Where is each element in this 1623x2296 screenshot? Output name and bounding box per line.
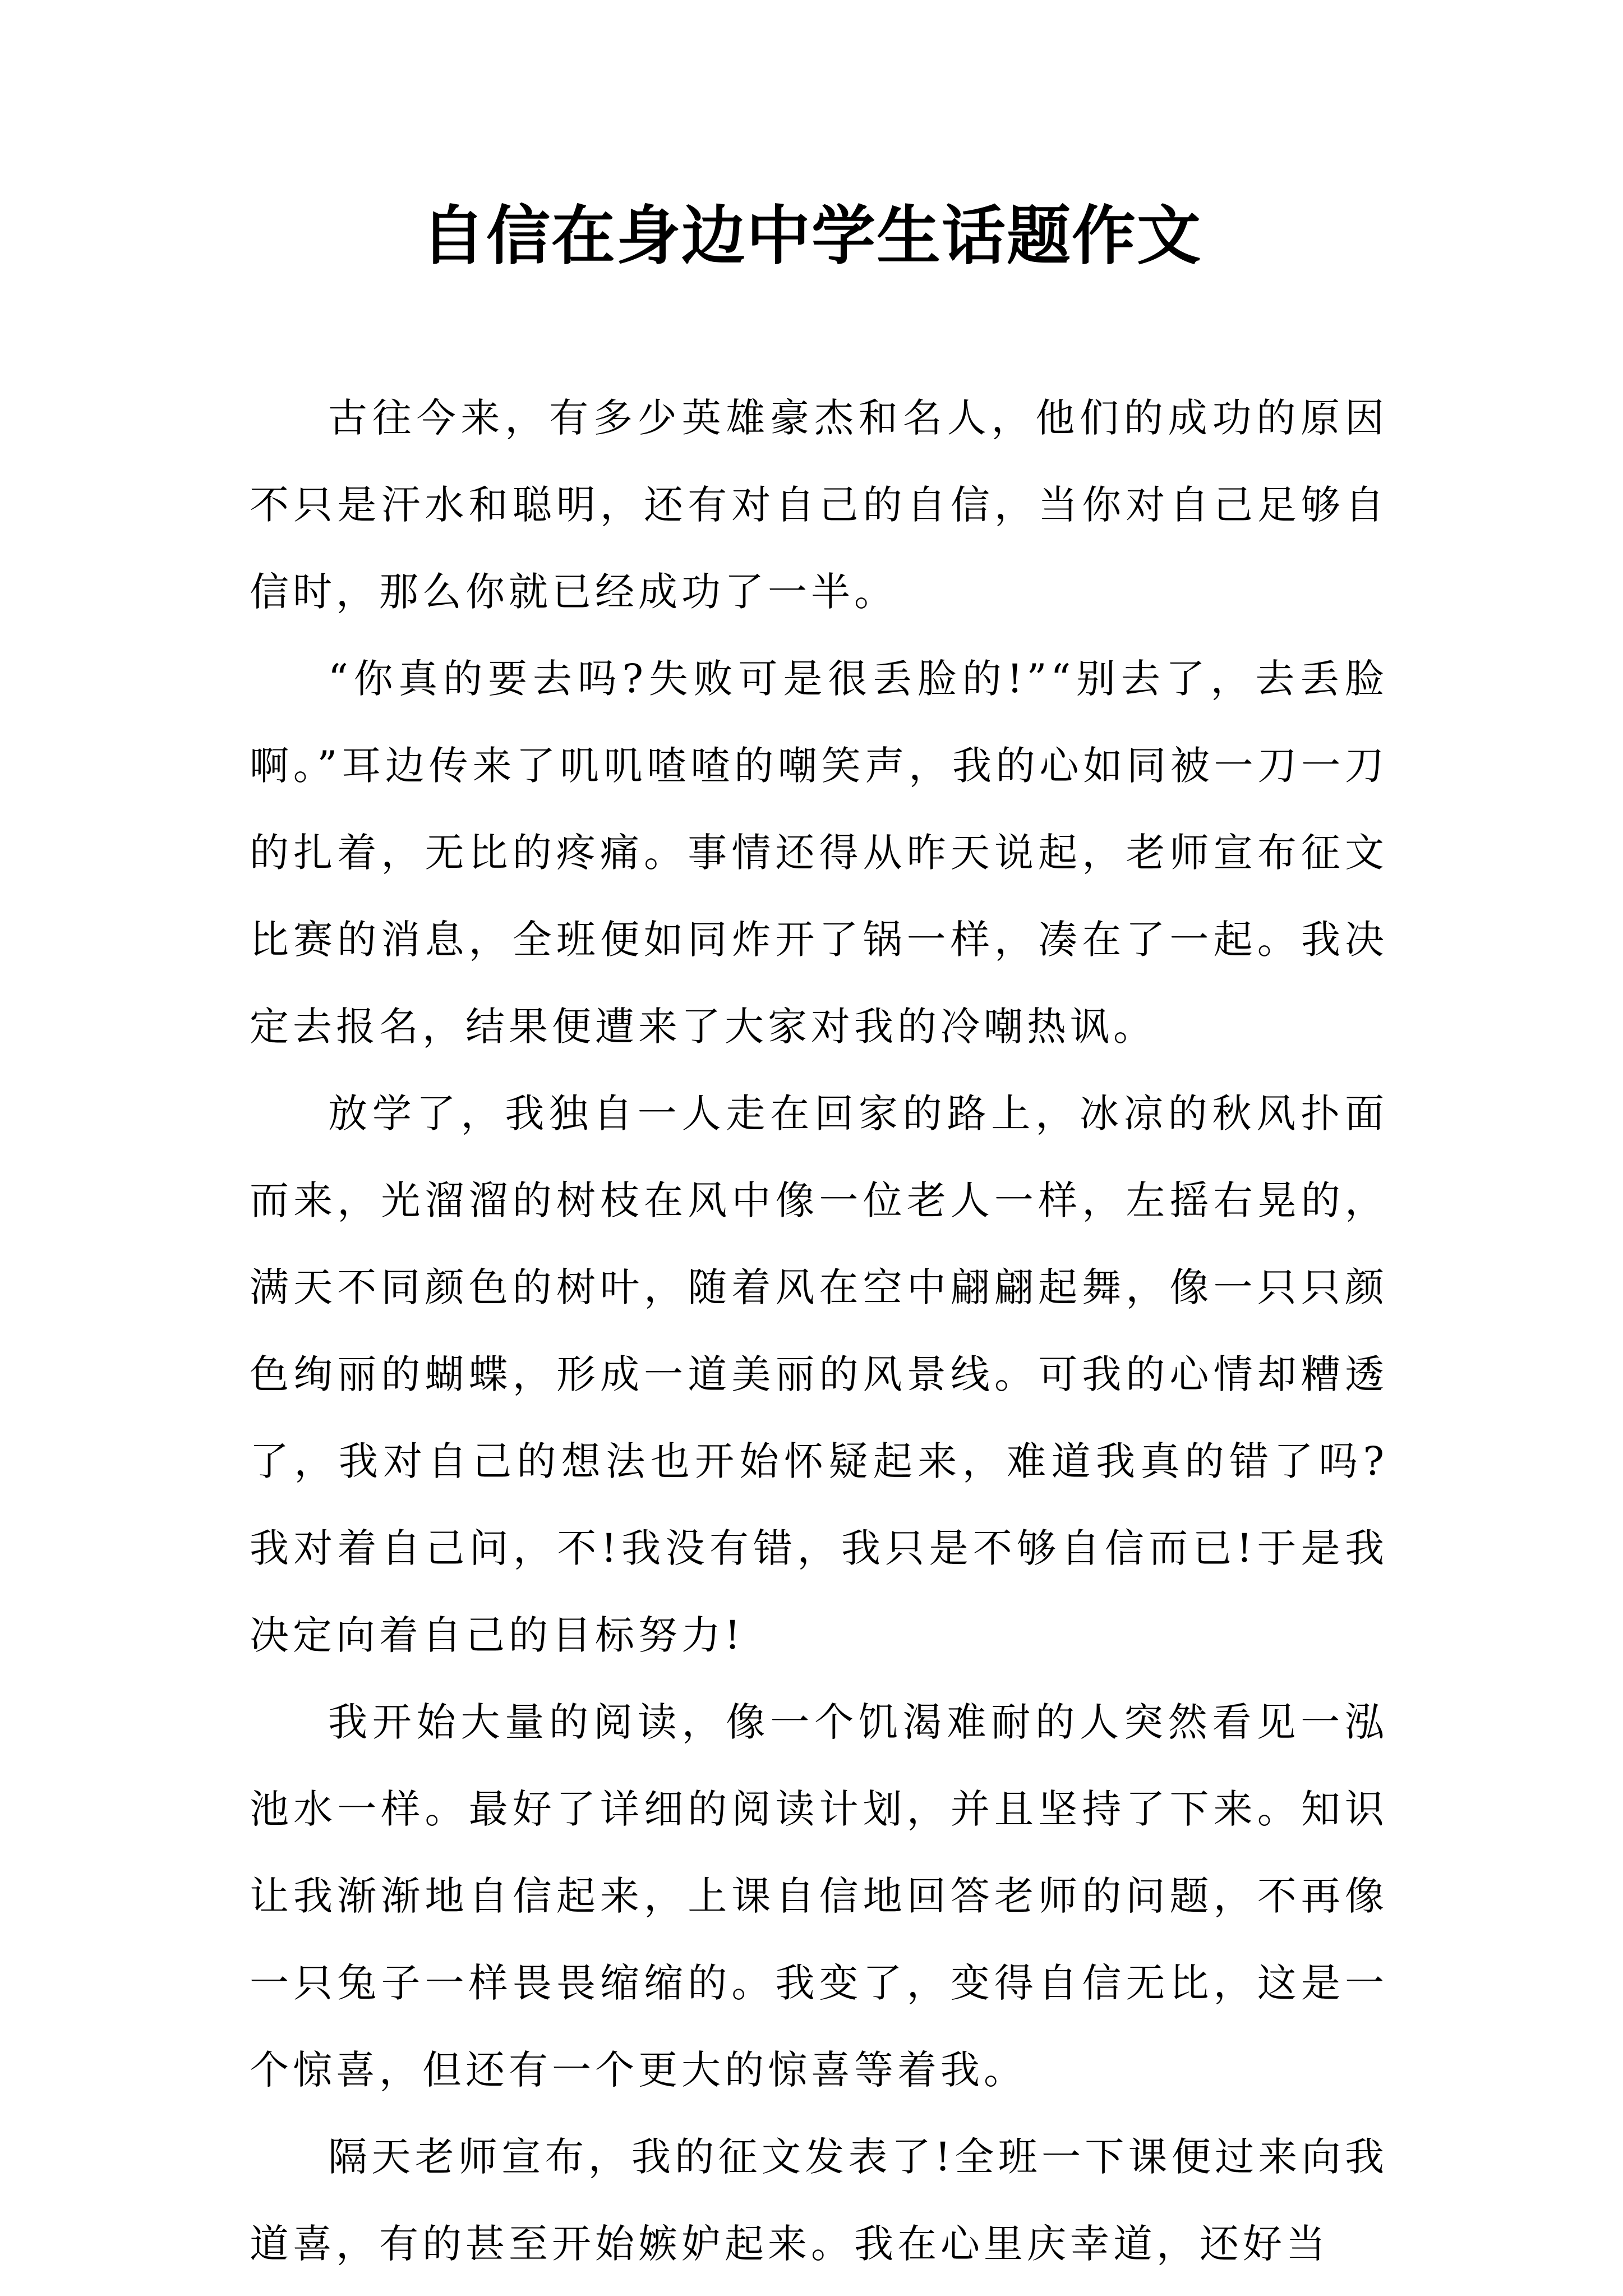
paragraph: 放学了，我独自一人走在回家的路上，冰凉的秋风扑面而来，光溜溜的树枝在风中像一位老人一样，左摇右晃的，满天不同颜色的树叶，随着风在空中翩翩起舞，像一只只颜色绚丽的蝴蝶，形成一道美丽的风景线。可我的心情却糟透了，我对自己的想法也开始怀疑起来，难道我真的错了吗?我对着自己问，不!我没有错，我只是不够自信而已!于是我决定向着自己的目标努力!	[250, 1091, 1388, 1658]
paragraph: 古往今来，有多少英雄豪杰和名人，他们的成功的原因不只是汗水和聪明，还有对自己的自信，当你对自己足够自信时，那么你就已经成功了一半。	[250, 395, 1388, 615]
document-title: 自信在身边中学生话题作文	[421, 198, 1202, 273]
paragraph: “你真的要去吗?失败可是很丢脸的!”“别去了，去丢脸啊。”耳边传来了叽叽喳喳的嘲笑声，我的心如同被一刀一刀的扎着，无比的疼痛。事情还得从昨天说起，老师宣布征文比赛的消息，全班便如同炸开了锅一样，凑在了一起。我决定去报名，结果便遭来了大家对我的冷嘲热讽。	[250, 656, 1388, 1050]
paragraph: 我开始大量的阅读，像一个饥渴难耐的人突然看见一泓池水一样。最好了详细的阅读计划，并且坚持了下来。知识让我渐渐地自信起来，上课自信地回答老师的问题，不再像一只兔子一样畏畏缩缩的。我变了，变得自信无比，这是一个惊喜，但还有一个更大的惊喜等着我。	[250, 1699, 1388, 2093]
document-body	[250, 375, 1388, 2288]
paragraph: 隔天老师宣布，我的征文发表了!全班一下课便过来向我道喜，有的甚至开始嫉妒起来。我在心里庆幸道，还好当	[250, 2134, 1388, 2267]
